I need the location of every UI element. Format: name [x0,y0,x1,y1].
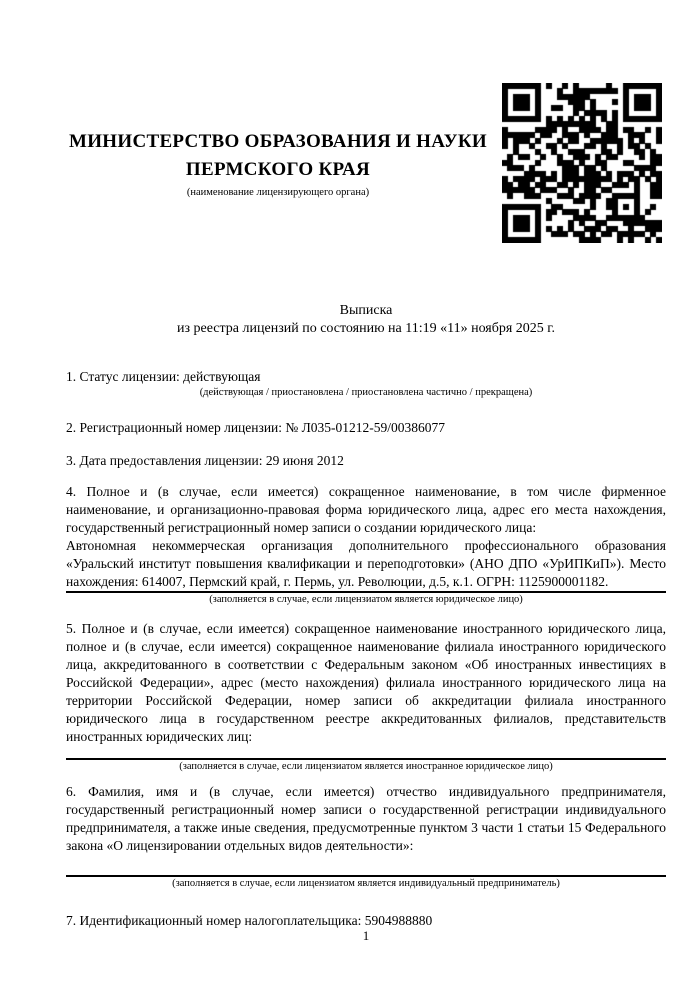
document-title [66,302,666,338]
item-foreign-entity [66,620,666,773]
item-license-status [66,368,666,399]
item-taxpayer-number: 7. Идентификационный номер налогоплательщика: 5904988880 [66,913,433,928]
foreign-entity-note: (заполняется в случае, если лицензиатом является иностранное юридическое лицо) [179,761,553,772]
document-title-line1: Выписка [339,303,393,318]
legal-entity-value: Автономная некоммерческая организация дополнительного профессионального образования «Уральский институт повышения квалификации и переподготовки» (АНО ДПО «УрИПКиП»). Место нахождения: 614007, Пермский край, г. Пермь, ул. Революции, д.5, к.1. ОГРН: 1125900001182. [66,538,666,589]
legal-entity-label: 4. Полное и (в случае, если имеется) сокращенное наименование, в том числе фирменное наименование, и организационно-правовая форма юридического лица, адрес его места нахождения, государственный регистрационный номер записи о создании юридического лица: [66,484,666,535]
ministry-name-line2: ПЕРМСКОГО КРАЯ [185,159,371,180]
item-individual-entrepreneur [66,783,666,890]
items-list [66,368,666,930]
license-status-text: 1. Статус лицензии: действующая [66,369,261,384]
license-status-note: (действующая / приостановлена / приостановлена частично / прекращена) [199,387,533,398]
document-title-line2: из реестра лицензий по состоянию на 11:19 «11» ноября 2025 г. [177,321,555,336]
entrepreneur-label: 6. Фамилия, имя и (в случае, если имеется) отчество индивидуального предпринимателя, государственный регистрационный номер записи о государственной регистрации индивидуального предпринимателя, а также иные сведения, предусмотренные пунктом 3 части 1 статьи 15 Федерального закона «О лицензировании отдельных видов деятельности»: [66,784,666,853]
legal-entity-note: (заполняется в случае, если лицензиатом является юридическое лицо) [209,594,523,605]
item-legal-entity [66,483,666,606]
foreign-entity-blank-field [66,746,666,760]
item-registration-number: 2. Регистрационный номер лицензии: № Л035-01212-59/00386077 [66,420,446,435]
entrepreneur-blank-field [66,855,666,877]
entrepreneur-note: (заполняется в случае, если лицензиатом является индивидуальный предприниматель) [172,878,560,889]
legal-entity-filled-block [66,483,666,593]
licensing-authority-caption: (наименование лицензирующего органа) [186,187,370,198]
document-header [66,0,490,199]
ministry-name-line1: МИНИСТЕРСТВО ОБРАЗОВАНИЯ И НАУКИ [68,131,488,152]
page-number: 1 [362,928,370,943]
foreign-entity-label: 5. Полное и (в случае, если имеется) сокращенное наименование иностранного юридического лица, полное и (в случае, если имеется) сокращенное наименование филиала иностранного юридического лица, аккредитованного в соответствии с Федеральным законом «Об иностранных инвестициях в Российской Федерации», адрес (место нахождения) филиала иностранного юридического лица на территории Российской Федерации, номер записи об аккредитации филиала иностранного юридического лица в государственном реестре аккредитованных филиалов, представительств иностранных юридических лиц: [66,621,666,744]
item-grant-date: 3. Дата предоставления лицензии: 29 июня 2012 [66,453,344,468]
qr-code-icon [502,83,662,243]
